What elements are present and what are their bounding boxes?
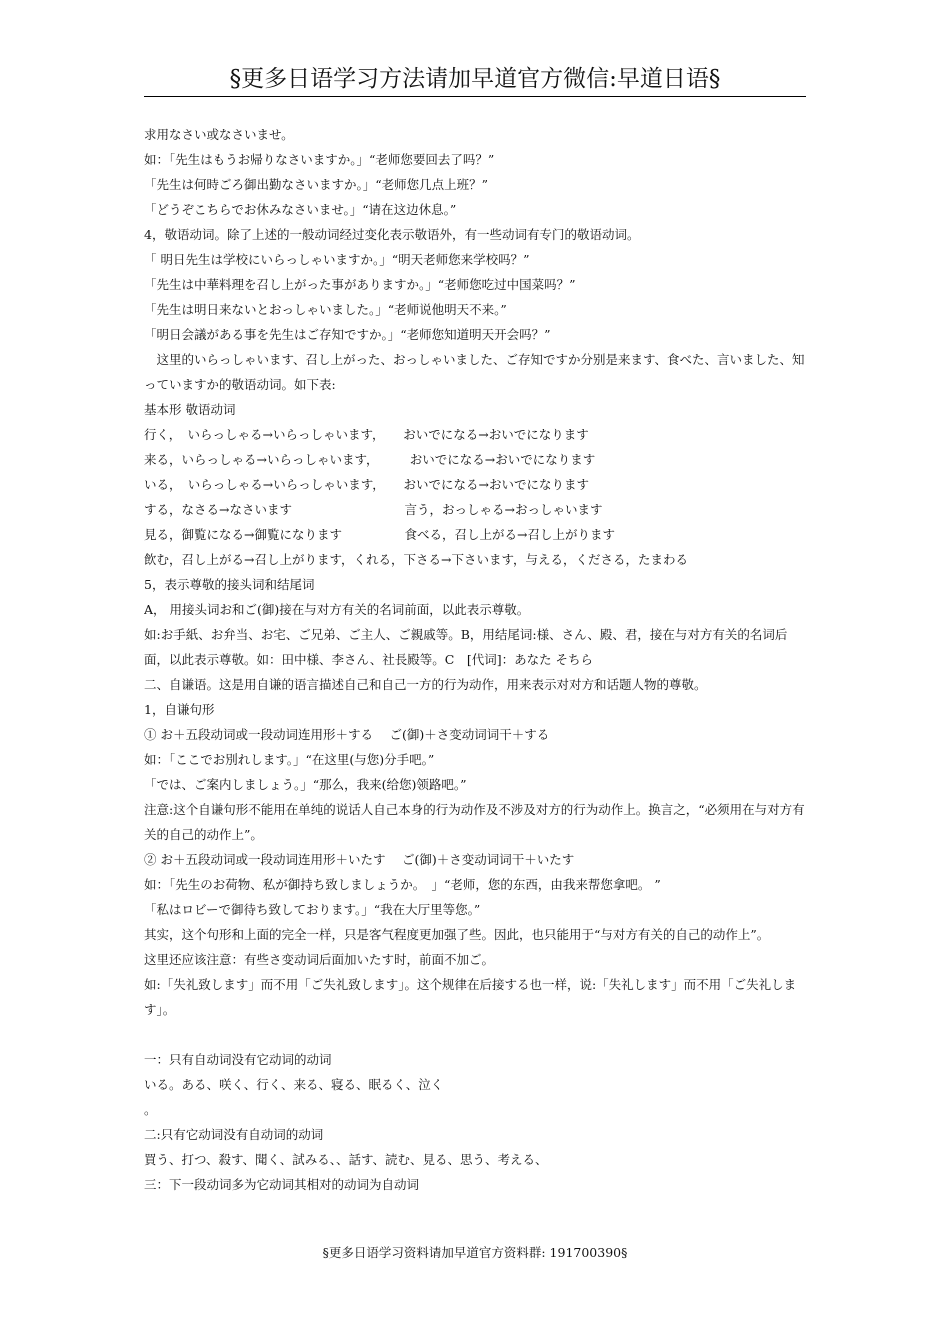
text-line: 「どうぞこちらでお休みなさいませ。」“请在这边休息。” — [144, 202, 457, 217]
text-line: いる。ある、咲く、行く、来る、寝る、眠るく、泣く — [144, 1077, 444, 1092]
text-line: 「先生は何時ごろ御出勤なさいますか。」“老师您几点上班？” — [144, 177, 489, 192]
text-paragraph: 其实，这个句形和上面的完全一样，只是客气程度更加强了些。因此，也只能用于“与对方有关的自己的动作上”。 — [144, 927, 770, 942]
text-paragraph: 如:お手紙、お弁当、お宅、ご兄弟、ご主人、ご親戚等。B，用结尾词:様、さん、殿、君，接在与对方有关的名词后面，以此表示尊敬。如：田中様、李さん、社長殿等。C [代词]：あなた そちら — [144, 627, 788, 667]
text-line: 「先生は明日来ないとおっしゃいました。」“老师说他明天不来。” — [144, 302, 507, 317]
blank-line — [144, 1022, 808, 1047]
text-line: 1，自谦句形 — [144, 702, 215, 717]
text-line: いる， いらっしゃる→いらっしゃいます， おいでになる→おいでになります — [144, 477, 589, 492]
text-line: 。 — [144, 1102, 157, 1117]
text-line: 求用なさい或なさいませ。 — [144, 127, 294, 142]
text-line: 如：「ここでお別れします。」“在这里(与您)分手吧。” — [144, 752, 435, 767]
text-line: 買う、打つ、殺す、聞く、試みる、、話す、読む、見る、思う、考える、 — [144, 1152, 548, 1167]
text-line: 如：「先生のお荷物、私が御持ち致しましょうか。 」“老师，您的东西，由我来帮您拿吧。 ” — [144, 877, 661, 892]
text-line: 「先生は中華料理を召し上がった事がありますか。」“老师您吃过中国菜吗？” — [144, 277, 576, 292]
text-line: 「 明日先生は学校にいらっしゃいますか。」“明天老师您来学校吗？” — [144, 252, 530, 267]
header-divider — [144, 96, 806, 97]
page-header-title: §更多日语学习方法请加早道官方微信:早道日语§ — [229, 66, 721, 92]
text-line: 4，敬语动词。除了上述的一般动词经过变化表示敬语外，有一些动词有专门的敬语动词。 — [144, 227, 640, 242]
document-body — [144, 122, 808, 1197]
text-line: 这里还应该注意：有些さ变动词后面加いたす时，前面不加ご。 — [144, 952, 495, 967]
text-line: 二、自谦语。这是用自谦的语言描述自己和自己一方的行为动作，用来表示对对方和话题人物的尊敬。 — [144, 677, 707, 692]
text-paragraph: 注意:这个自谦句形不能用在单纯的说话人自己本身的行为动作及不涉及对方的行为动作上。换言之，“必须用在与对方有关的自己的动作上”。 — [144, 802, 805, 842]
text-line: 二:只有它动词没有自动词的动词 — [144, 1127, 324, 1142]
page-footer-text: §更多日语学习资料请加早道官方资料群: 191700390§ — [322, 1245, 628, 1260]
text-line: 基本形 敬语动词 — [144, 402, 236, 417]
text-line: 飲む，召し上がる→召し上がります，くれる，下さる→下さいます，与える，くださる，たまわる — [144, 552, 688, 567]
text-line: A， 用接头词お和ご(御)接在与对方有关的名词前面，以此表示尊敬。 — [144, 602, 530, 617]
text-line: 「では、ご案内しましょう。」“那么，我来(给您)领路吧。” — [144, 777, 467, 792]
text-line: 一：只有自动词没有它动词的动词 — [144, 1052, 332, 1067]
text-line: 行く， いらっしゃる→いらっしゃいます， おいでになる→おいでになります — [144, 427, 589, 442]
text-line: 「明日会議がある事を先生はご存知ですか。」“老师您知道明天开会吗？” — [144, 327, 551, 342]
text-line: する，なさる→なさいます 言う，おっしゃる→おっしゃいます — [144, 502, 603, 517]
text-line: ② お＋五段动词或一段动词连用形＋いたす ご(御)＋さ变动词词干＋いたす — [144, 852, 575, 867]
text-paragraph: 这里的いらっしゃいます、召し上がった、おっしゃいました、ご存知ですか分别是来ます、食べた、言いました、知っていますか的敬语动词。如下表: — [144, 352, 805, 392]
text-line: 見る，御覧になる→御覧になります 食べる，召し上がる→召し上がります — [144, 527, 615, 542]
text-line: 三：下一段动词多为它动词其相对的动词为自动词 — [144, 1177, 420, 1192]
text-line: ① お＋五段动词或一段动词连用形＋する ご(御)＋さ变动词词干＋する — [144, 727, 550, 742]
text-paragraph: 如:「失礼致します」而不用「ご失礼致します」。这个规律在后接する也一样，说:「失礼します」而不用「ご失礼します」。 — [144, 977, 797, 1017]
text-line: 来る，いらっしゃる→いらっしゃいます， おいでになる→おいでになります — [144, 452, 596, 467]
text-line: 如：「先生はもうお帰りなさいますか。」“老师您要回去了吗？” — [144, 152, 495, 167]
text-line: 「私はロビーで御待ち致しております。」“我在大厅里等您。” — [144, 902, 481, 917]
text-line: 5，表示尊敬的接头词和结尾词 — [144, 577, 315, 592]
